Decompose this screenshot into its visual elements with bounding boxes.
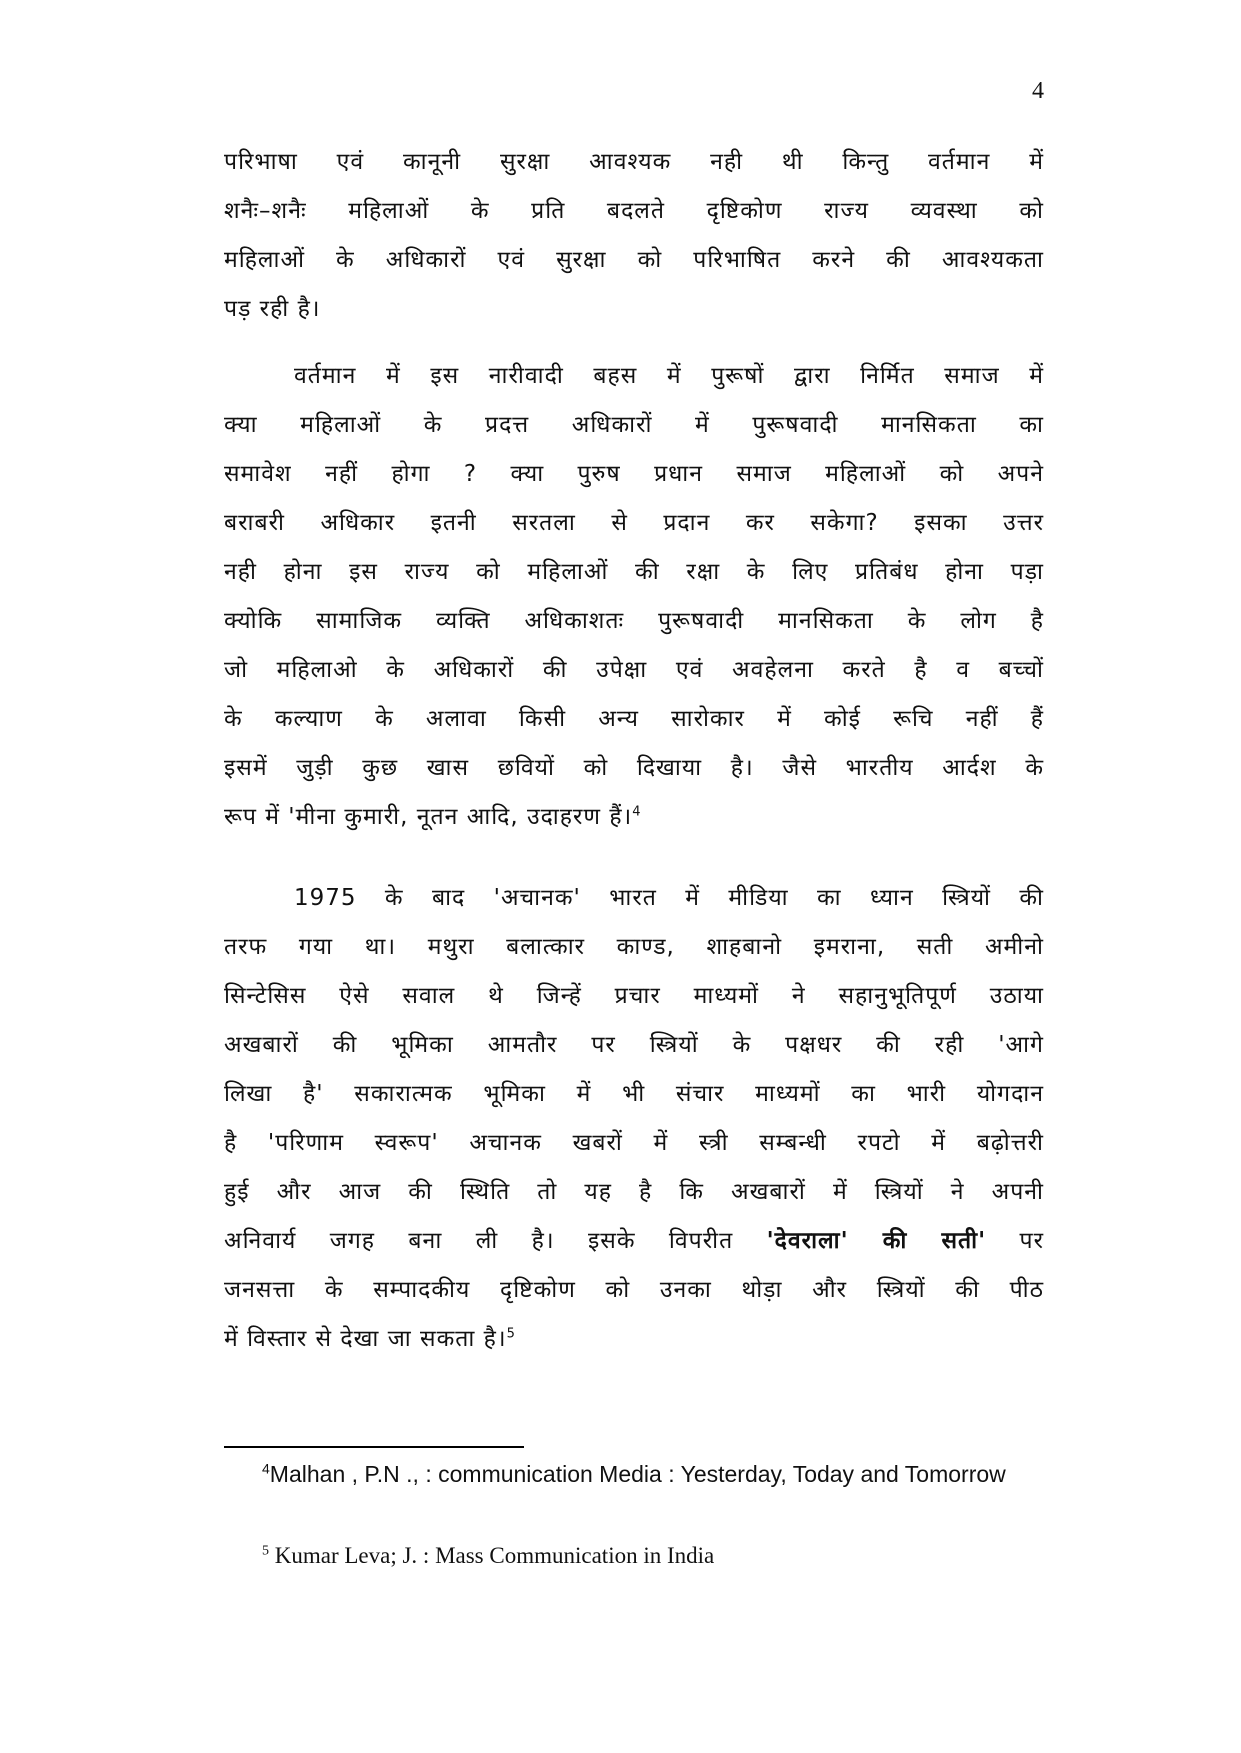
text-line: इसमें जुड़ी कुछ खास छवियों को दिखाया है। जैसे भारतीय आर्दश के xyxy=(224,755,1044,781)
paragraph-3 xyxy=(224,874,1044,1364)
text-line: हुई और आज की स्थिति तो यह है कि अखबारों में स्त्रियों ने अपनी xyxy=(224,1179,1044,1205)
text-line: 1975 के बाद 'अचानक' भारत में मीडिया का ध्यान स्त्रियों की xyxy=(294,885,1044,911)
paragraph-1 xyxy=(224,138,1044,334)
text-line: क्योकि सामाजिक व्यक्ति अधिकाशतः पुरूषवादी मानसिकता के लोग है xyxy=(224,608,1044,634)
footnote-number: 5 xyxy=(262,1543,269,1559)
footnote-text: Kumar Leva; J. : Mass Communication in India xyxy=(274,1543,715,1568)
bold-phrase: 'देवराला' की सती' xyxy=(766,1228,987,1254)
text-line: समावेश नहीं होगा ? क्या पुरुष प्रधान समाज महिलाओं को अपने xyxy=(224,461,1044,487)
line-text: अनिवार्य जगह बना ली है। इसके विपरीत xyxy=(224,1228,734,1254)
text-line: शनैः–शनैः महिलाओं के प्रति बदलते दृष्टिकोण राज्य व्यवस्था को xyxy=(224,198,1044,224)
footnote-ref-4: 4 xyxy=(632,804,642,820)
text-line: है 'परिणाम स्वरूप' अचानक खबरों में स्त्री सम्बन्धी रपटो में बढ़ोत्तरी xyxy=(224,1130,1044,1156)
text-line: वर्तमान में इस नारीवादी बहस में पुरूषों द्वारा निर्मित समाज में xyxy=(294,363,1044,389)
footnote-divider xyxy=(224,1446,524,1448)
footnote-number: 4 xyxy=(262,1460,270,1477)
text-line xyxy=(224,793,1044,842)
text-line: परिभाषा एवं कानूनी सुरक्षा आवश्यक नही थी किन्तु वर्तमान में xyxy=(224,149,1044,175)
text-line xyxy=(224,1217,1044,1266)
line-text: में विस्तार से देखा जा सकता है। xyxy=(224,1326,507,1352)
text-line: तरफ गया था। मथुरा बलात्कार काण्ड, शाहबानो इमराना, सती अमीनो xyxy=(224,934,1044,960)
text-line: अखबारों की भूमिका आमतौर पर स्त्रियों के पक्षधर की रही 'आगे xyxy=(224,1032,1044,1058)
text-line: क्या महिलाओं के प्रदत्त अधिकारों में पुरूषवादी मानसिकता का xyxy=(224,412,1044,438)
text-line: बराबरी अधिकार इतनी सरतला से प्रदान कर सकेगा? इसका उत्तर xyxy=(224,510,1044,536)
text-line: जो महिलाओ के अधिकारों की उपेक्षा एवं अवहेलना करते है व बच्चों xyxy=(224,657,1044,683)
footnote-5 xyxy=(262,1541,1022,1570)
text-line xyxy=(224,1315,1044,1364)
text-line: नही होना इस राज्य को महिलाओं की रक्षा के लिए प्रतिबंध होना पड़ा xyxy=(224,559,1044,585)
text-line: जनसत्ता के सम्पादकीय दृष्टिकोण को उनका थोड़ा और स्त्रियों की पीठ xyxy=(224,1277,1044,1303)
page-number: 4 xyxy=(1032,78,1044,104)
text-line: सिन्टेसिस ऐसे सवाल थे जिन्हें प्रचार माध्यमों ने सहानुभूतिपूर्ण उठाया xyxy=(224,983,1044,1009)
text-line: पड़ रही है। xyxy=(224,296,321,322)
footnote-ref-5: 5 xyxy=(506,1326,516,1342)
text-line: के कल्याण के अलावा किसी अन्य सारोकार में कोई रूचि नहीं हैं xyxy=(224,706,1044,732)
line-text: पर xyxy=(1019,1228,1045,1254)
line-text: रूप में 'मीना कुमारी, नूतन आदि, उदाहरण हैं। xyxy=(224,804,633,830)
footnote-text: Malhan , P.N ., : communication Media : Yesterday, Today and Tomorrow xyxy=(269,1461,1006,1487)
text-line: लिखा है' सकारात्मक भूमिका में भी संचार माध्यमों का भारी योगदान xyxy=(224,1081,1044,1107)
footnote-4 xyxy=(262,1460,1022,1489)
text-line: महिलाओं के अधिकारों एवं सुरक्षा को परिभाषित करने की आवश्यकता xyxy=(224,247,1044,273)
paragraph-2 xyxy=(224,352,1044,842)
